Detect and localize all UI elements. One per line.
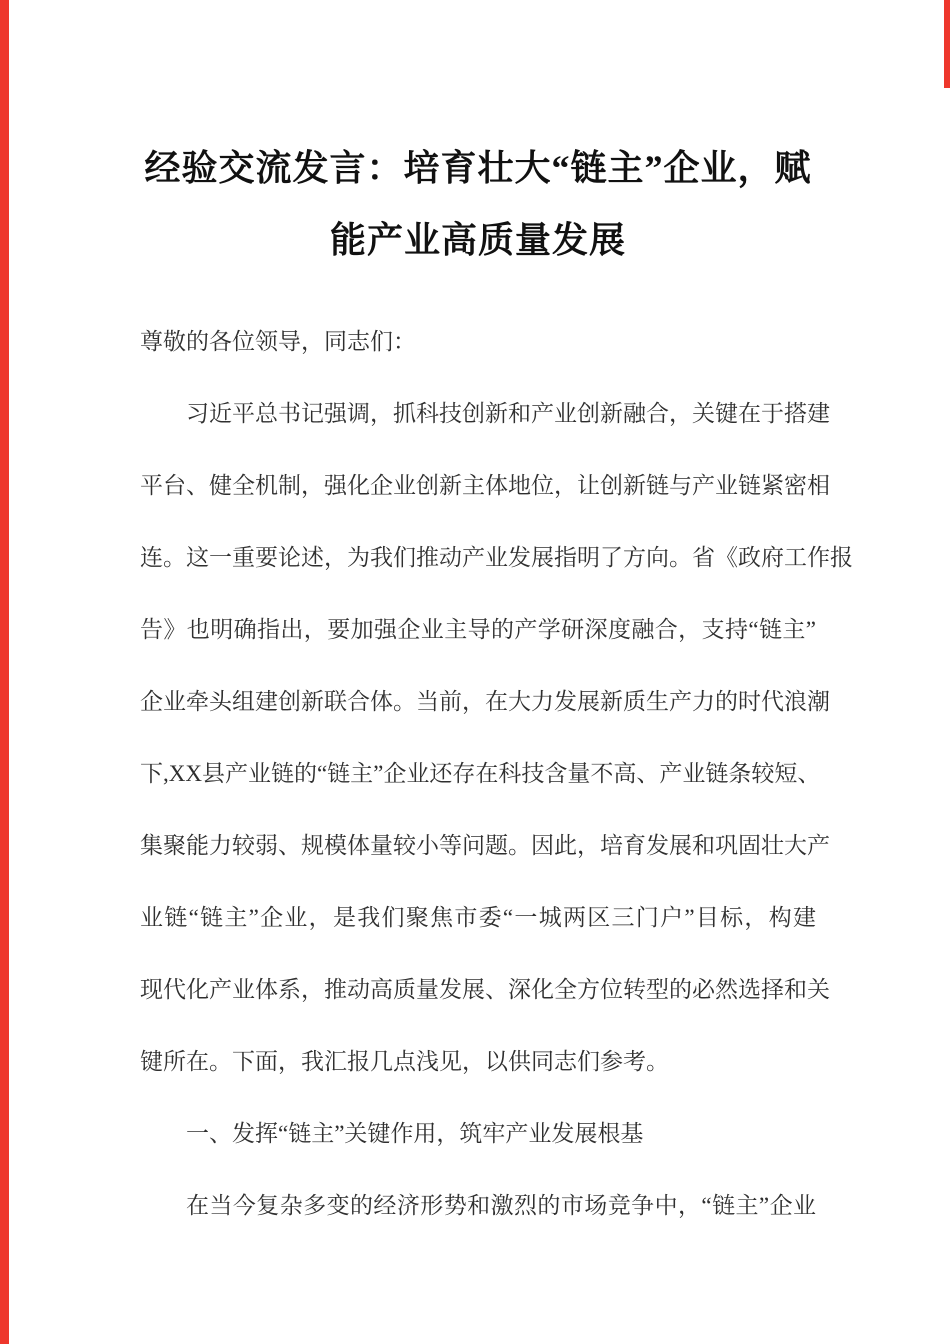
- body-line: 连。这一重要论述，为我们推动产业发展指明了方向。省《政府工作报: [140, 545, 853, 570]
- body-line: 习近平总书记强调，抓科技创新和产业创新融合，关键在于搭建: [186, 401, 830, 426]
- document-body: [140, 306, 853, 1242]
- document-title: [140, 132, 816, 276]
- body-line: 平台、健全机制，强化企业创新主体地位，让创新链与产业链紧密相: [140, 473, 830, 498]
- document-title-line-1: 经验交流发言：培育壮大“链主”企业，赋: [144, 148, 812, 188]
- section-heading-line: 一、发挥“链主”关键作用，筑牢产业发展根基: [186, 1121, 644, 1146]
- top-right-red-accent-bar: [944, 0, 950, 88]
- body-line: 企业牵头组建创新联合体。当前，在大力发展新质生产力的时代浪潮: [140, 689, 830, 714]
- salutation-line: 尊敬的各位领导，同志们：: [140, 329, 416, 354]
- body-line: 键所在。下面，我汇报几点浅见，以供同志们参考。: [140, 1049, 669, 1074]
- body-line: 下,XX县产业链的“链主”企业还存在科技含量不高、产业链条较短、: [140, 761, 821, 786]
- body-line: 业链“链主”企业，是我们聚焦市委“一城两区三门户”目标，构建: [140, 905, 816, 930]
- body-line: 现代化产业体系，推动高质量发展、深化全方位转型的必然选择和关: [140, 977, 830, 1002]
- body-line: 在当今复杂多变的经济形势和激烈的市场竞争中，“链主”企业: [186, 1193, 816, 1218]
- document-title-line-2: 能产业高质量发展: [329, 220, 626, 260]
- left-red-accent-bar: [0, 0, 9, 1344]
- body-line: 告》也明确指出，要加强企业主导的产学研深度融合，支持“链主”: [140, 617, 816, 642]
- body-line: 集聚能力较弱、规模体量较小等问题。因此，培育发展和巩固壮大产: [140, 833, 830, 858]
